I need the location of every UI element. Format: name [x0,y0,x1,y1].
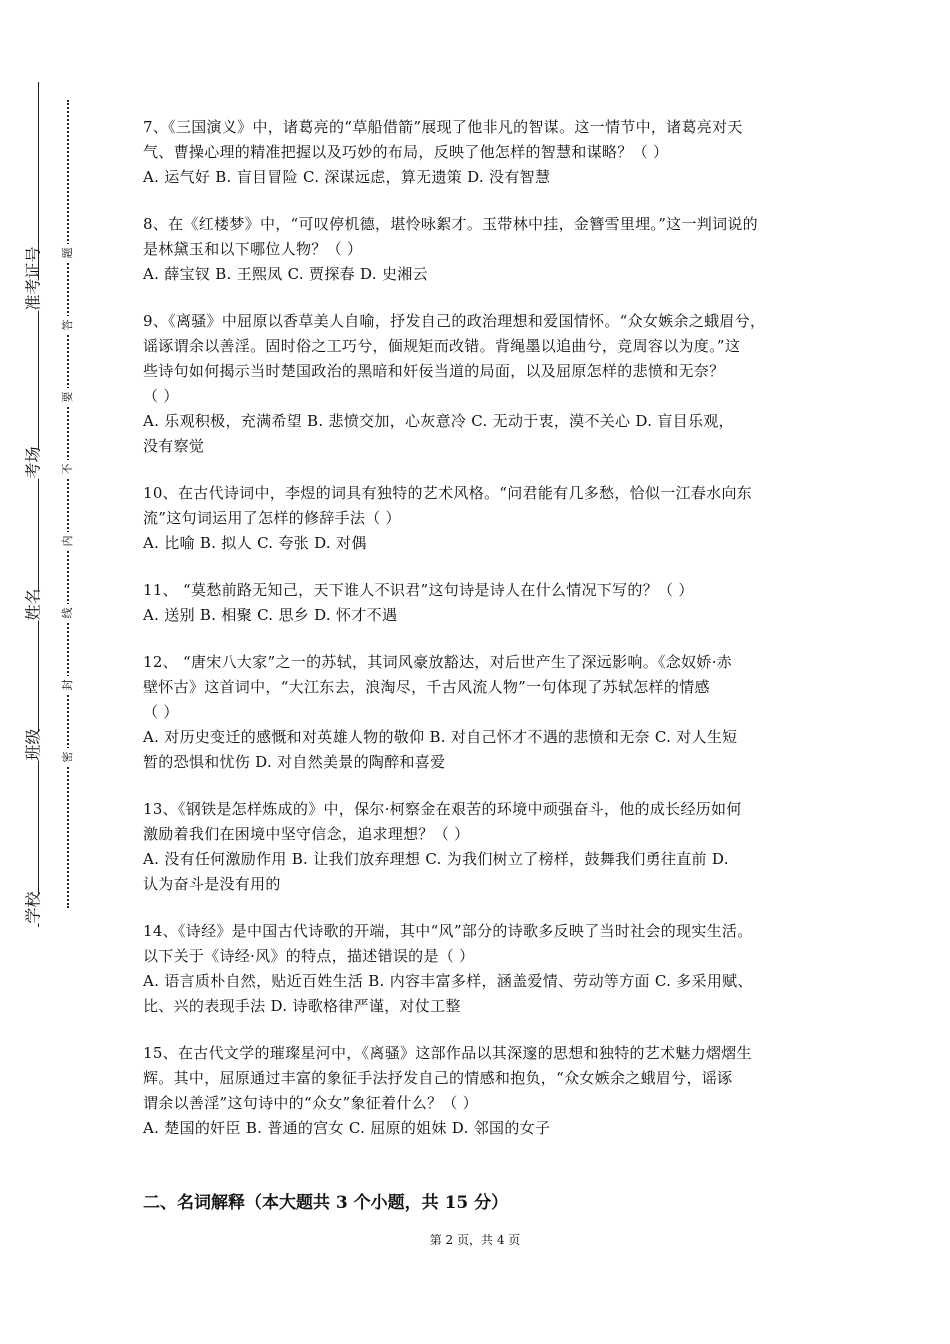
seal-char: 线 [59,604,77,622]
question-10 [143,481,815,556]
seal-dotted-line [67,100,69,908]
name-label: 姓名 [17,591,48,621]
question-15 [143,1041,815,1141]
answer-options: A. 比喻 B. 拟人 C. 夸张 D. 对偶 [143,534,367,552]
question-12 [143,650,815,775]
binding-margin [0,0,110,1344]
seal-char: 密 [59,748,77,766]
answer-options: A. 运气好 B. 盲目冒险 C. 深谋远虑，算无遗策 D. 没有智慧 [143,168,551,186]
seal-char: 不 [59,460,77,478]
question-14 [143,919,815,1019]
exam-number-label: 准考证号 [17,281,48,311]
question-line: 9、《离骚》中屈原以香草美人自喻，抒发自己的政治理想和爱国情怀。“众女嫉余之蛾眉兮， [143,312,766,330]
answer-options: A. 对历史变迁的感慨和对英雄人物的敬仰 B. 对自己怀才不遇的悲愤和无奈 C. 对人生短 [143,728,738,746]
answer-options: A. 送别 B. 相聚 C. 思乡 D. 怀才不遇 [143,606,398,624]
section-title: 二、名词解释（本大题共 3 个小题，共 15 分） [143,1193,509,1213]
question-11 [143,578,815,628]
question-line: 气、曹操心理的精准把握以及巧妙的布局，反映了他怎样的智慧和谋略？（ ） [143,143,669,161]
question-line: （ ） [143,387,179,405]
question-9 [143,309,815,459]
page-number: 第 2 页，共 4 页 [429,1233,521,1247]
question-13 [143,797,815,897]
question-line: 是林黛玉和以下哪位人物？（ ） [143,240,363,258]
exam-room-label: 考场 [17,449,48,479]
binding-solid-line [38,82,39,927]
seal-char: 答 [59,316,77,334]
question-line: 以下关于《诗经·风》的特点，描述错误的是（ ） [143,947,475,965]
seal-char: 封 [59,676,77,694]
question-list [143,115,815,1163]
question-line: （ ） [143,703,179,721]
answer-options: 暂的恐惧和忧伤 D. 对自然美景的陶醉和喜爱 [143,753,446,771]
question-line: 13、《钢铁是怎样炼成的》中，保尔·柯察金在艰苦的环境中顽强奋斗，他的成长经历如何 [143,800,742,818]
question-line: 谓余以善淫”这句诗中的“众女”象征着什么？（ ） [143,1094,478,1112]
question-line: 些诗句如何揭示当时楚国政治的黑暗和奸佞当道的局面，以及屈原怎样的悲愤和无奈？ [143,362,725,380]
answer-options: A. 乐观积极，充满希望 B. 悲愤交加，心灰意冷 C. 无动于衷，漠不关心 D. 盲目乐观， [143,412,734,430]
question-line: 11、 “莫愁前路无知己，天下谁人不识君”这句诗是诗人在什么情况下写的？（ ） [143,581,694,599]
answer-options: A. 楚国的奸臣 B. 普通的宫女 C. 屈原的姐妹 D. 邻国的女子 [143,1119,551,1137]
school-label: 学校 [17,894,48,924]
answer-options: A. 语言质朴自然，贴近百姓生活 B. 内容丰富多样，涵盖爱情、劳动等方面 C. 多采用赋、 [143,972,753,990]
answer-options: A. 没有任何激励作用 B. 让我们放弃理想 C. 为我们树立了榜样，鼓舞我们勇往直前 D. [143,850,729,868]
question-line: 8、在《红楼梦》中，“可叹停机德，堪怜咏絮才。玉带林中挂，金簪雪里埋。”这一判词说的 [143,215,758,233]
question-line: 12、 “唐宋八大家”之一的苏轼，其词风豪放豁达，对后世产生了深远影响。《念奴娇·赤 [143,653,733,671]
question-7 [143,115,815,190]
question-line: 15、在古代文学的璀璨星河中，《离骚》这部作品以其深邃的思想和独特的艺术魅力熠熠生 [143,1044,752,1062]
answer-options: 比、兴的表现手法 D. 诗歌格律严谨，对仗工整 [143,997,461,1015]
question-line: 激励着我们在困境中坚守信念，追求理想？（ ） [143,825,470,843]
question-8 [143,212,815,287]
question-line: 辉。其中，屈原通过丰富的象征手法抒发自己的情感和抱负，“众女嫉余之蛾眉兮，谣诼 [143,1069,733,1087]
seal-char: 内 [59,532,77,550]
seal-char: 题 [59,244,77,262]
question-line: 流”这句词运用了怎样的修辞手法（ ） [143,509,401,527]
question-line: 14、《诗经》是中国古代诗歌的开端，其中“风”部分的诗歌多反映了当时社会的现实生活。 [143,922,753,940]
seal-char: 要 [59,388,77,406]
question-line: 壁怀古》这首词中，“大江东去，浪淘尽，千古风流人物”一句体现了苏轼怎样的情感 [143,678,710,696]
question-line: 7、《三国演义》中，诸葛亮的“草船借箭”展现了他非凡的智谋。这一情节中，诸葛亮对天 [143,118,743,136]
answer-options: 认为奋斗是没有用的 [143,875,281,893]
class-label: 班级 [17,731,48,761]
question-line: 谣诼谓余以善淫。固时俗之工巧兮，偭规矩而改错。背绳墨以追曲兮，竞周容以为度。”这 [143,337,741,355]
question-line: 10、在古代诗词中，李煜的词具有独特的艺术风格。“问君能有几多愁，恰似一江春水向东 [143,484,753,502]
answer-options: 没有察觉 [143,437,205,455]
answer-options: A. 薛宝钗 B. 王熙凤 C. 贾探春 D. 史湘云 [143,265,428,283]
